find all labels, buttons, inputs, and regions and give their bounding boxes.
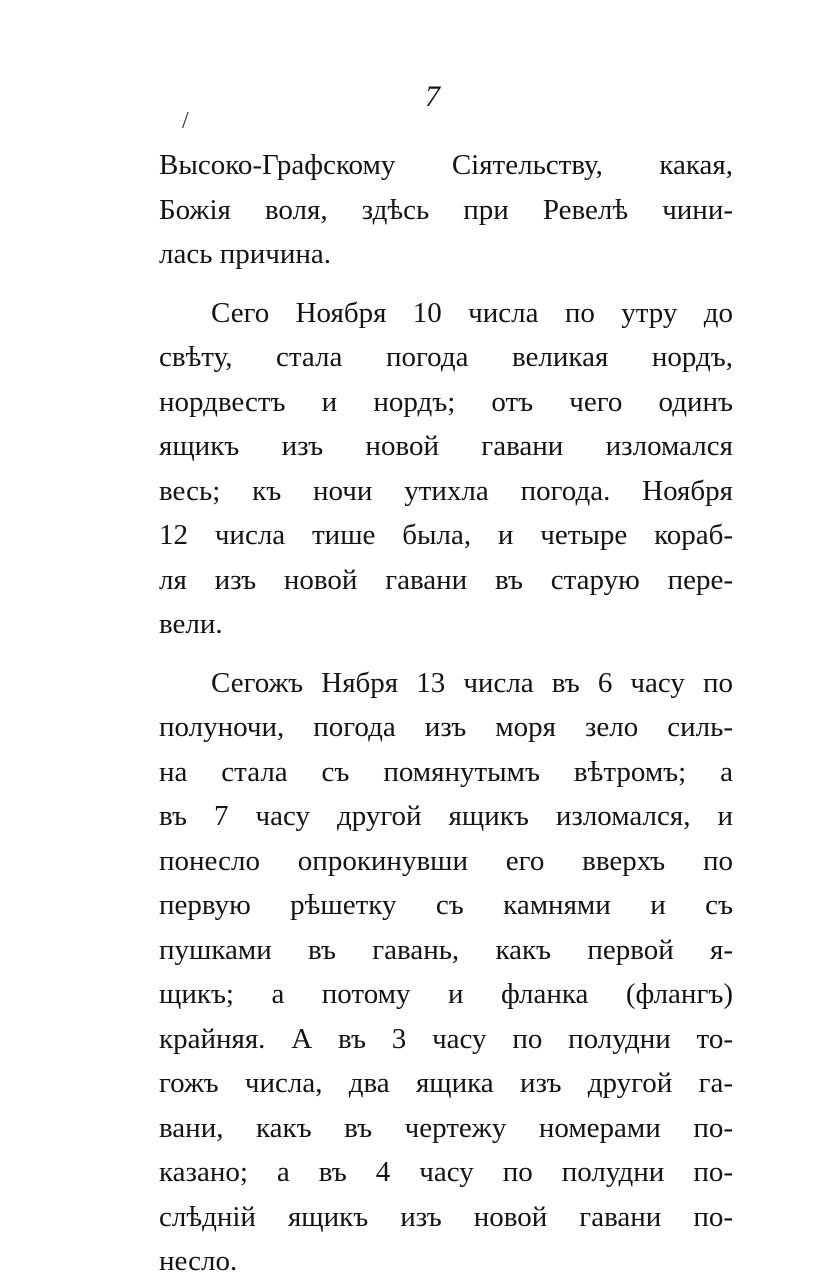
paragraph-3 [159, 661, 733, 1284]
text-line: щикъ; а потому и фланка (флангъ) [159, 978, 733, 1010]
text-line: понесло опрокинувши его вверхъ по [159, 844, 733, 877]
margin-mark: / [182, 108, 189, 134]
text-line: Сегожъ Нября 13 числа въ 6 часу по [211, 666, 733, 699]
text-line: Божiя воля, здѣсь при Ревелѣ чини- [159, 193, 733, 226]
text-line: ля изъ новой гавани въ старую пере- [159, 563, 733, 596]
text-line: 12 числа тише была, и четыре кораб- [159, 519, 733, 551]
text-line: весь; къ ночи утихла погода. Ноября [159, 474, 733, 507]
text-line: вани, какъ въ чертежу номерами по- [159, 1111, 733, 1144]
body-text [159, 143, 733, 1284]
text-line: въ 7 часу другой ящикъ изломался, и [159, 800, 733, 832]
paragraph-gap [159, 277, 733, 291]
text-line: полуночи, погода изъ моря зело силь- [159, 711, 733, 743]
text-line: первую рѣшетку съ камнями и съ [159, 889, 733, 921]
text-line: гожъ числа, два ящика изъ другой га- [159, 1067, 733, 1099]
text-line: на стала съ помянутымъ вѣтромъ; а [159, 755, 733, 788]
text-line: несло. [159, 1245, 238, 1277]
text-line: вели. [159, 608, 223, 640]
paragraph-gap [159, 647, 733, 661]
page-number: 7 [425, 80, 440, 113]
text-line: лась причина. [159, 238, 331, 270]
text-line: крайняя. А въ 3 часу по полудни то- [159, 1022, 733, 1055]
text-line: нордвестъ и нордъ; отъ чего одинъ [159, 385, 733, 418]
text-line: Высоко-Графскому Сiятельству, какая, [159, 149, 733, 181]
text-line: слѣднiй ящикъ изъ новой гавани по- [159, 1200, 733, 1233]
paragraph-2 [159, 291, 733, 647]
text-line: казано; а въ 4 часу по полудни по- [159, 1156, 733, 1188]
text-line: пушками въ гавань, какъ первой я- [159, 933, 733, 966]
text-line: ящикъ изъ новой гавани изломался [159, 430, 733, 462]
text-line: Сего Ноября 10 числа по утру до [211, 296, 733, 329]
paragraph-1 [159, 143, 733, 277]
text-line: свѣту, стала погода великая нордъ, [159, 341, 733, 373]
